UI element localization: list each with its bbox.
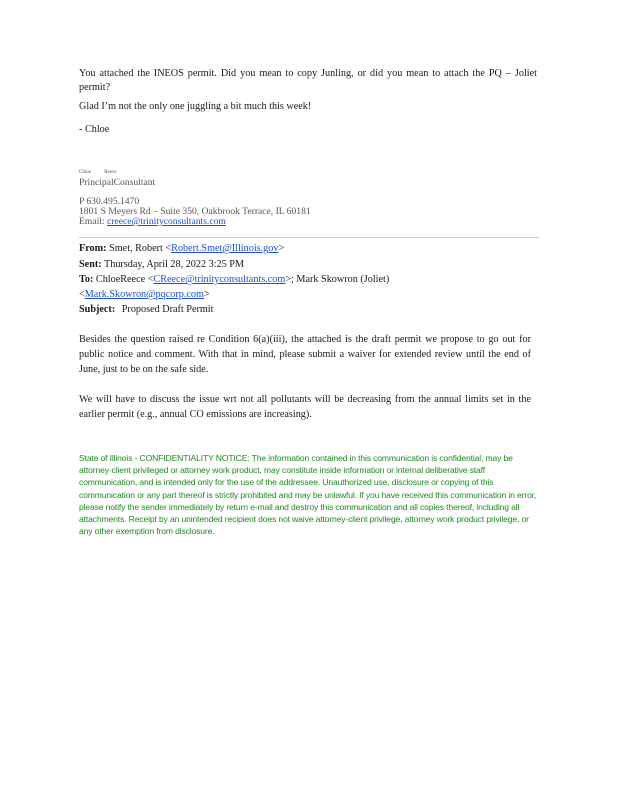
body-paragraph-1: Besides the question raised re Condition 6(a)(iii), the attached is the draft permit we propose to go out for public notice and comment. With that in mind, please submit a waiver for extended review until the end of June, just to be on the safe side.	[79, 334, 531, 375]
to-close-2: >	[203, 289, 210, 300]
subject-label: Subject:	[79, 304, 116, 315]
to-name-1: ChloeReece <	[95, 274, 154, 285]
to-rest: >; Mark Skowron (Joliet)	[285, 274, 390, 285]
to-email-link-2[interactable]: Mark.Skowron@pqcorp.com	[84, 289, 204, 300]
body-paragraph-2: We will have to discuss the issue wrt not all pollutants will be decreasing from the annual limits set in the earlier permit (e.g., annual CO emissions are increasing).	[79, 394, 531, 420]
sent-label: Sent:	[79, 259, 102, 270]
signature-email-row	[79, 217, 226, 227]
from-label: From:	[79, 243, 107, 254]
subject-value: Proposed Draft Permit	[121, 304, 214, 315]
confidentiality-notice: State of Illinois - CONFIDENTIALITY NOTICE: The information contained in this communication is confidential, may be attorney-client privileged or attorney work product, may constitute inside information or internal deliberative staff communication, and is intended only for the use of the addressee. Unauthorized use, disclosure or copying of this communication or any part thereof is strictly prohibited and may be unlawful. If you have received this communication in error, please notify the sender immediately by return e-mail and destroy this communication and all copies thereof, including all attachments. Receipt by an unintended recipient does not waive attorney-client privilege, attorney work product privilege, or any other exemption from disclosure.	[79, 453, 537, 537]
signature-first-name: Chloe	[79, 170, 91, 175]
header-divider	[79, 237, 539, 238]
reply-line-1: You attached the INEOS permit. Did you mean to copy Junling, or did you mean to attach the PQ – Joliet permit?	[79, 68, 537, 93]
from-name: Smet, Robert <	[109, 243, 172, 254]
header-from	[79, 240, 284, 257]
from-close: >	[278, 243, 285, 254]
signature-email-label: Email:	[79, 216, 105, 227]
sent-value: Thursday, April 28, 2022 3:25 PM	[104, 259, 244, 270]
signature-address: 1801 S Meyers Rd – Suite 350, Oakbrook Terrace, IL 60181	[79, 206, 311, 217]
signature-name	[79, 170, 116, 175]
from-email-link[interactable]: Robert.Smet@Illinois.gov	[171, 243, 279, 254]
header-subject	[79, 301, 213, 318]
reply-line-2: Glad I’m not the only one juggling a bit much this week!	[79, 101, 312, 112]
signature-phone: P 630.495.1470	[79, 196, 140, 207]
signature-email-link[interactable]: creece@trinityconsultants.com	[106, 216, 226, 227]
to-email-link-1[interactable]: CReece@trinityconsultants.com	[153, 274, 286, 285]
to-label: To:	[79, 274, 94, 285]
reply-signoff: - Chloe	[79, 124, 110, 135]
signature-title: PrincipalConsultant	[79, 177, 156, 188]
to-open-2: <	[79, 289, 85, 300]
signature-last-name: Reece	[104, 170, 117, 175]
